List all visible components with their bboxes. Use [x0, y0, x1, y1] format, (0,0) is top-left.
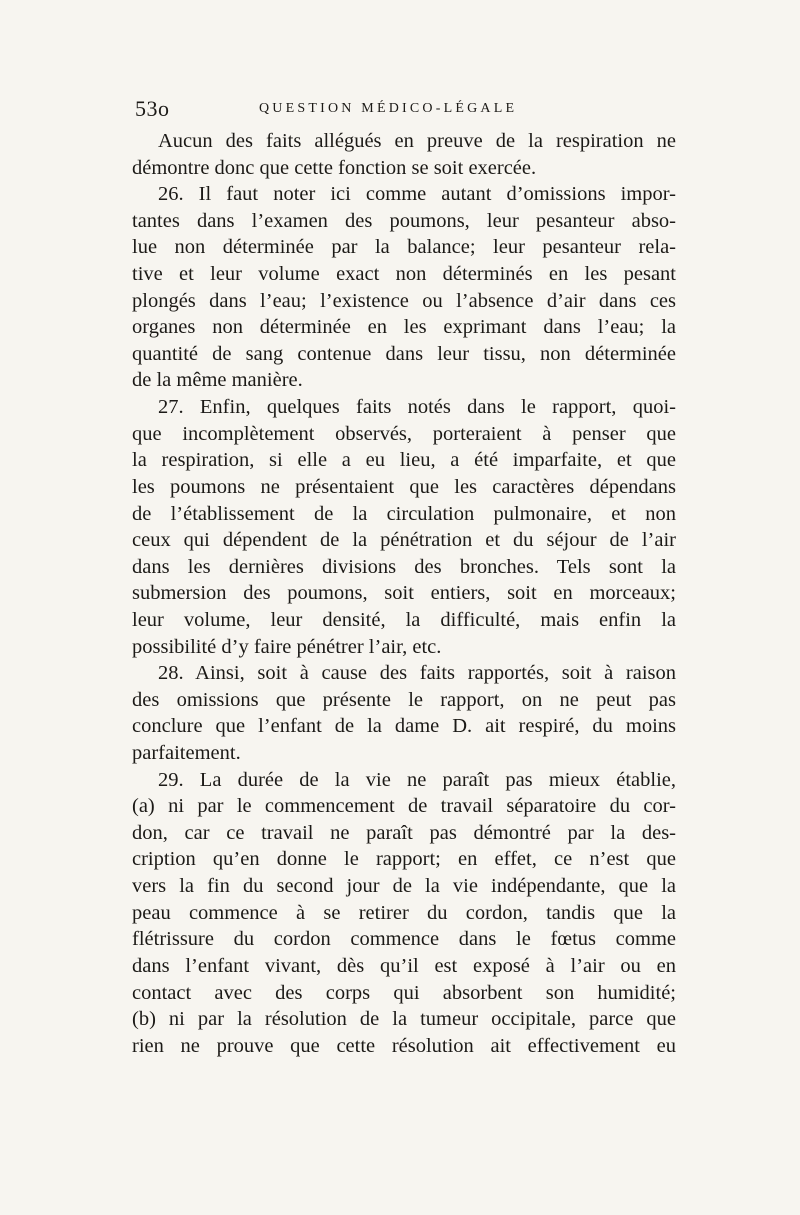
text-line: contact avec des corps qui absorbent son humidité; — [132, 981, 676, 1004]
text-line: conclure que l’enfant de la dame D. ait respiré, du moins — [132, 715, 676, 738]
text-line: démontre donc que cette fonction se soit exercée. — [132, 156, 537, 179]
text-line: parfaitement. — [132, 742, 241, 765]
text-line: peau commence à se retirer du cordon, tandis que la — [132, 901, 676, 924]
text-line: leur volume, leur densité, la difficulté, mais enfin la — [132, 608, 676, 631]
text-line: tantes dans l’examen des poumons, leur pesanteur abso- — [132, 209, 676, 232]
text-line: plongés dans l’eau; l’existence ou l’absence d’air dans ces — [132, 289, 676, 312]
text-line: dans les dernières divisions des bronches. Tels sont la — [132, 555, 676, 578]
body-text — [132, 128, 676, 1059]
text-line: dans l’enfant vivant, dès qu’il est exposé à l’air ou en — [132, 954, 676, 977]
text-line: don, car ce travail ne paraît pas démontré par la des- — [132, 821, 676, 844]
text-line: les poumons ne présentaient que les caractères dépendans — [132, 475, 676, 498]
text-line: de l’établissement de la circulation pulmonaire, et non — [132, 502, 676, 525]
text-line: submersion des poumons, soit entiers, soit en morceaux; — [132, 582, 676, 605]
text-line: organes non déterminée en les exprimant dans l’eau; la — [132, 316, 676, 339]
text-line: possibilité d’y faire pénétrer l’air, etc. — [132, 635, 442, 658]
text-line: flétrissure du cordon commence dans le fœtus comme — [132, 928, 676, 951]
text-line: des omissions que présente le rapport, on ne peut pas — [132, 688, 676, 711]
text-line: de la même manière. — [132, 369, 303, 392]
text-line: que incomplètement observés, porteraient à penser que — [132, 422, 676, 445]
text-line: la respiration, si elle a eu lieu, a été imparfaite, et que — [132, 449, 676, 472]
text-line: vers la fin du second jour de la vie indépendante, que la — [132, 875, 676, 898]
text-line: lue non déterminée par la balance; leur pesanteur rela- — [132, 236, 676, 259]
text-line: Aucun des faits allégués en preuve de la respiration ne — [158, 130, 676, 152]
text-line: cription qu’en donne le rapport; en effet, ce n’est que — [132, 848, 676, 871]
page-number: 53o — [135, 96, 170, 121]
text-line: (b) ni par la résolution de la tumeur occipitale, parce que — [132, 1008, 676, 1031]
text-line: 28. Ainsi, soit à cause des faits rapportés, soit à raison — [158, 662, 676, 685]
text-line: 27. Enfin, quelques faits notés dans le rapport, quoi- — [158, 396, 676, 419]
page-header — [135, 96, 675, 126]
running-head: QUESTION MÉDICO-LÉGALE — [259, 101, 518, 116]
text-line: 29. La durée de la vie ne paraît pas mieux établie, — [158, 768, 676, 791]
text-line: rien ne prouve que cette résolution ait effectivement eu — [132, 1034, 676, 1057]
text-line: tive et leur volume exact non déterminés en les pesant — [132, 263, 676, 286]
text-line: 26. Il faut noter ici comme autant d’omissions impor- — [158, 183, 676, 206]
text-line: quantité de sang contenue dans leur tissu, non déterminée — [132, 342, 676, 365]
text-line: (a) ni par le commencement de travail séparatoire du cor- — [132, 795, 676, 818]
text-line: ceux qui dépendent de la pénétration et du séjour de l’air — [132, 529, 676, 552]
